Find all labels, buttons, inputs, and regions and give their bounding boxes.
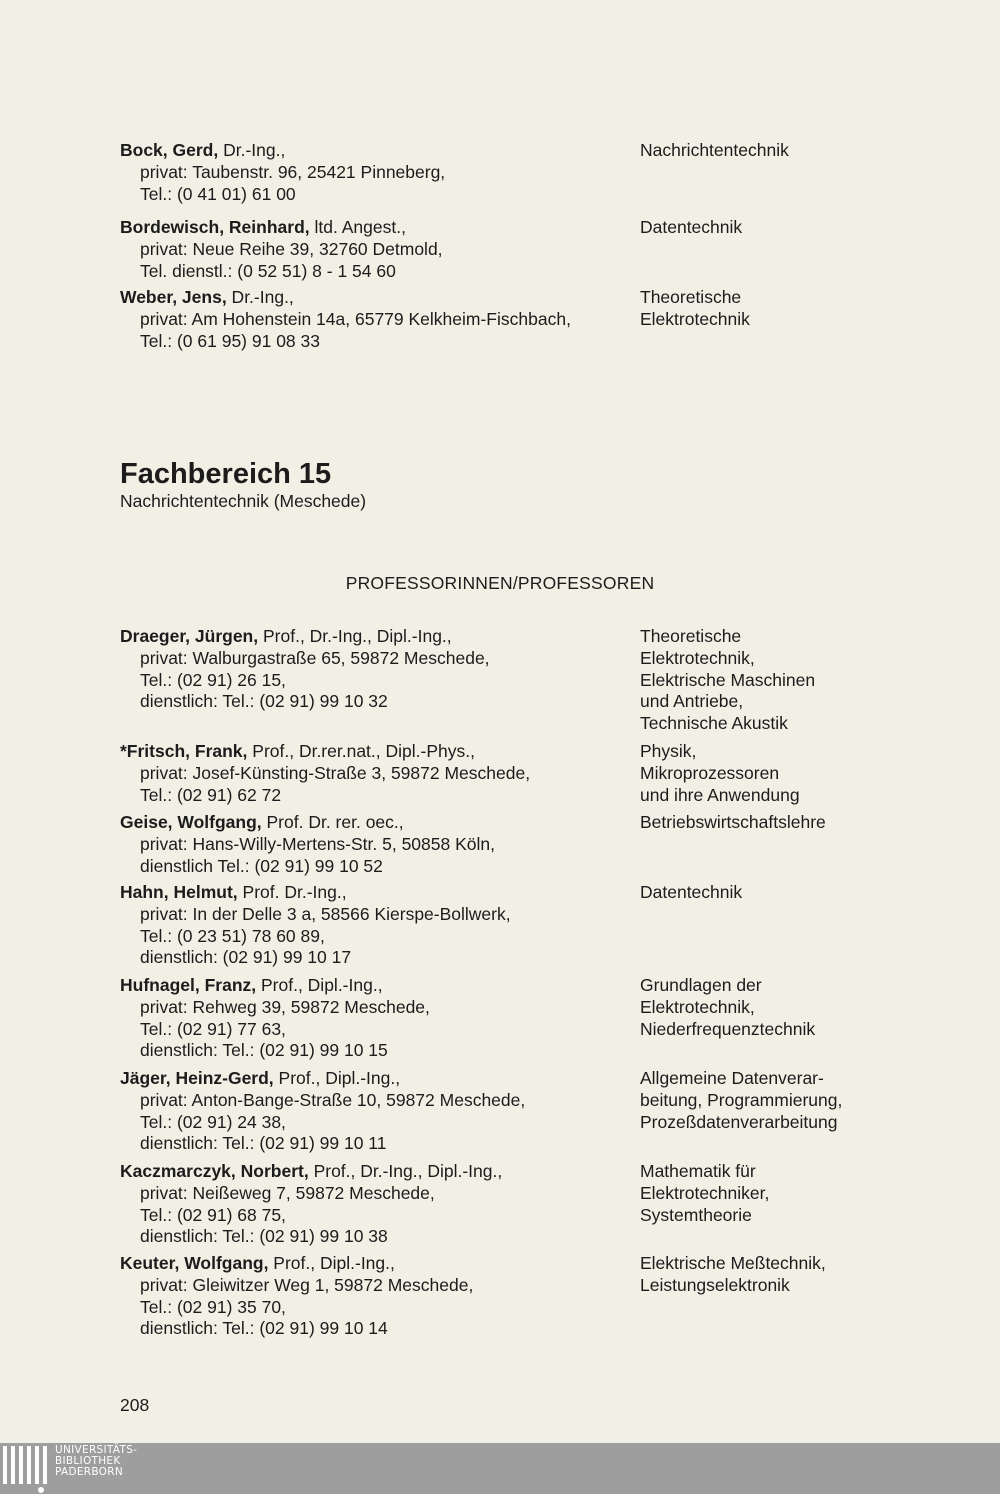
library-footer — [0, 1443, 1000, 1494]
professor-title: Prof., Dr.-Ing., Dipl.-Ing., — [258, 626, 452, 646]
professor-line: dienstlich Tel.: (02 91) 99 10 52 — [140, 855, 383, 876]
professor-title: Prof., Dipl.-Ing., — [256, 975, 383, 995]
professor-line: privat: Rehweg 39, 59872 Meschede, — [140, 996, 430, 1017]
professor-subject: Elektrische Maschinen — [640, 669, 816, 690]
professor-line: privat: Neißeweg 7, 59872 Meschede, — [140, 1182, 435, 1203]
professor-line: privat: Walburgastraße 65, 59872 Meschede, — [140, 647, 490, 668]
professor-subject: Elektrotechnik, — [640, 996, 755, 1017]
professor-subject: Physik, — [640, 741, 697, 761]
entry-line: privat: Taubenstr. 96, 25421 Pinneberg, — [140, 161, 446, 182]
professor-name: Geise, Wolfgang, — [120, 812, 262, 832]
entry-name: Bordewisch, Reinhard, — [120, 217, 310, 237]
professor-name: Kaczmarczyk, Norbert, — [120, 1161, 309, 1181]
professor-line: dienstlich: Tel.: (02 91) 99 10 38 — [140, 1226, 388, 1247]
professor-subject: Mikroprozessoren — [640, 762, 780, 783]
logo-line: BIBLIOTHEK — [55, 1455, 121, 1467]
professor-title: Prof. Dr. rer. oec., — [261, 812, 404, 832]
department-subheading: Nachrichtentechnik (Meschede) — [120, 491, 367, 511]
professor-subject: Systemtheorie — [640, 1204, 752, 1225]
professor-line: Tel.: (02 91) 77 63, — [140, 1018, 286, 1039]
professor-line: Tel.: (02 91) 68 75, — [140, 1204, 286, 1225]
professor-subject: Elektrische Meßtechnik, — [640, 1253, 826, 1273]
professor-name: Hahn, Helmut, — [120, 882, 238, 902]
professor-subject: Technische Akustik — [640, 713, 788, 734]
professor-name: Keuter, Wolfgang, — [120, 1253, 269, 1273]
logo-line: PADERBORN — [55, 1466, 123, 1478]
professor-subject: Leistungselektronik — [640, 1274, 790, 1295]
entry-line: privat: Neue Reihe 39, 32760 Detmold, — [140, 238, 443, 259]
entry-line: privat: Am Hohenstein 14a, 65779 Kelkheim-Fischbach, — [140, 308, 571, 329]
professor-subject: Theoretische — [640, 626, 742, 646]
section-title: PROFESSORINNEN/PROFESSOREN — [345, 573, 655, 593]
department-heading: Fachbereich 15 — [120, 458, 332, 490]
professor-subject: Elektrotechnik, — [640, 647, 755, 668]
professor-subject: Mathematik für — [640, 1161, 756, 1181]
professor-subject: Grundlagen der — [640, 975, 762, 995]
professor-subject: und ihre Anwendung — [640, 784, 800, 805]
professor-line: dienstlich: Tel.: (02 91) 99 10 32 — [140, 691, 388, 712]
professor-line: dienstlich: Tel.: (02 91) 99 10 11 — [140, 1133, 387, 1154]
entry-title: Dr.-Ing., — [226, 287, 294, 307]
professor-title: Prof. Dr.-Ing., — [237, 882, 347, 902]
professor-subject: Allgemeine Datenverar- — [640, 1068, 824, 1088]
library-logo-icon — [0, 1443, 56, 1494]
professor-title: Prof., Dipl.-Ing., — [268, 1253, 395, 1273]
entry-name: Bock, Gerd, — [120, 140, 219, 160]
professor-line: privat: Josef-Künsting-Straße 3, 59872 Meschede, — [140, 762, 531, 783]
entry-title: ltd. Angest., — [309, 217, 406, 237]
professor-name: Jäger, Heinz-Gerd, — [120, 1068, 274, 1088]
entry-subject: Datentechnik — [640, 217, 743, 237]
professor-title: Prof., Dr.rer.nat., Dipl.-Phys., — [247, 741, 475, 761]
professor-line: privat: Hans-Willy-Mertens-Str. 5, 50858 Köln, — [140, 833, 495, 854]
professor-line: privat: Gleiwitzer Weg 1, 59872 Meschede, — [140, 1274, 474, 1295]
professor-subject: Elektrotechniker, — [640, 1182, 770, 1203]
professor-subject: Datentechnik — [640, 882, 743, 902]
entry-line: Tel. dienstl.: (0 52 51) 8 - 1 54 60 — [140, 260, 396, 281]
library-logo-text — [55, 1445, 137, 1478]
professor-line: Tel.: (02 91) 26 15, — [140, 669, 286, 690]
professor-subject: Niederfrequenztechnik — [640, 1018, 816, 1039]
page-number: 208 — [120, 1395, 150, 1415]
entry-line: Tel.: (0 61 95) 91 08 33 — [140, 330, 320, 351]
entry-subject: Elektrotechnik — [640, 308, 750, 329]
professor-title: Prof., Dr.-Ing., Dipl.-Ing., — [308, 1161, 503, 1181]
professor-line: Tel.: (02 91) 24 38, — [140, 1111, 286, 1132]
professor-subject: beitung, Programmierung, — [640, 1089, 843, 1110]
professor-title: Prof., Dipl.-Ing., — [273, 1068, 401, 1088]
professor-line: dienstlich: Tel.: (02 91) 99 10 15 — [140, 1040, 388, 1061]
professor-subject: Prozeßdatenverarbeitung — [640, 1111, 838, 1132]
logo-line: UNIVERSITÄTS- — [55, 1444, 138, 1456]
entry-subject: Theoretische — [640, 287, 742, 307]
professor-line: Tel.: (02 91) 62 72 — [140, 784, 282, 805]
professor-line: Tel.: (0 23 51) 78 60 89, — [140, 925, 325, 946]
professor-subject: Betriebswirtschaftslehre — [640, 812, 826, 832]
professor-subject: und Antriebe, — [640, 691, 744, 712]
professor-line: privat: Anton-Bange-Straße 10, 59872 Meschede, — [140, 1089, 526, 1110]
professor-line: dienstlich: (02 91) 99 10 17 — [140, 947, 352, 968]
professor-line: privat: In der Delle 3 a, 58566 Kierspe-Bollwerk, — [140, 903, 511, 924]
professor-line: dienstlich: Tel.: (02 91) 99 10 14 — [140, 1318, 388, 1339]
entry-line: Tel.: (0 41 01) 61 00 — [140, 183, 296, 204]
professor-line: Tel.: (02 91) 35 70, — [140, 1296, 286, 1317]
entry-title: Dr.-Ing., — [218, 140, 286, 160]
entry-name: Weber, Jens, — [120, 287, 227, 307]
professor-name: Draeger, Jürgen, — [120, 626, 259, 646]
professor-name: *Fritsch, Frank, — [120, 741, 248, 761]
entry-subject: Nachrichtentechnik — [640, 140, 789, 160]
professor-name: Hufnagel, Franz, — [120, 975, 257, 995]
